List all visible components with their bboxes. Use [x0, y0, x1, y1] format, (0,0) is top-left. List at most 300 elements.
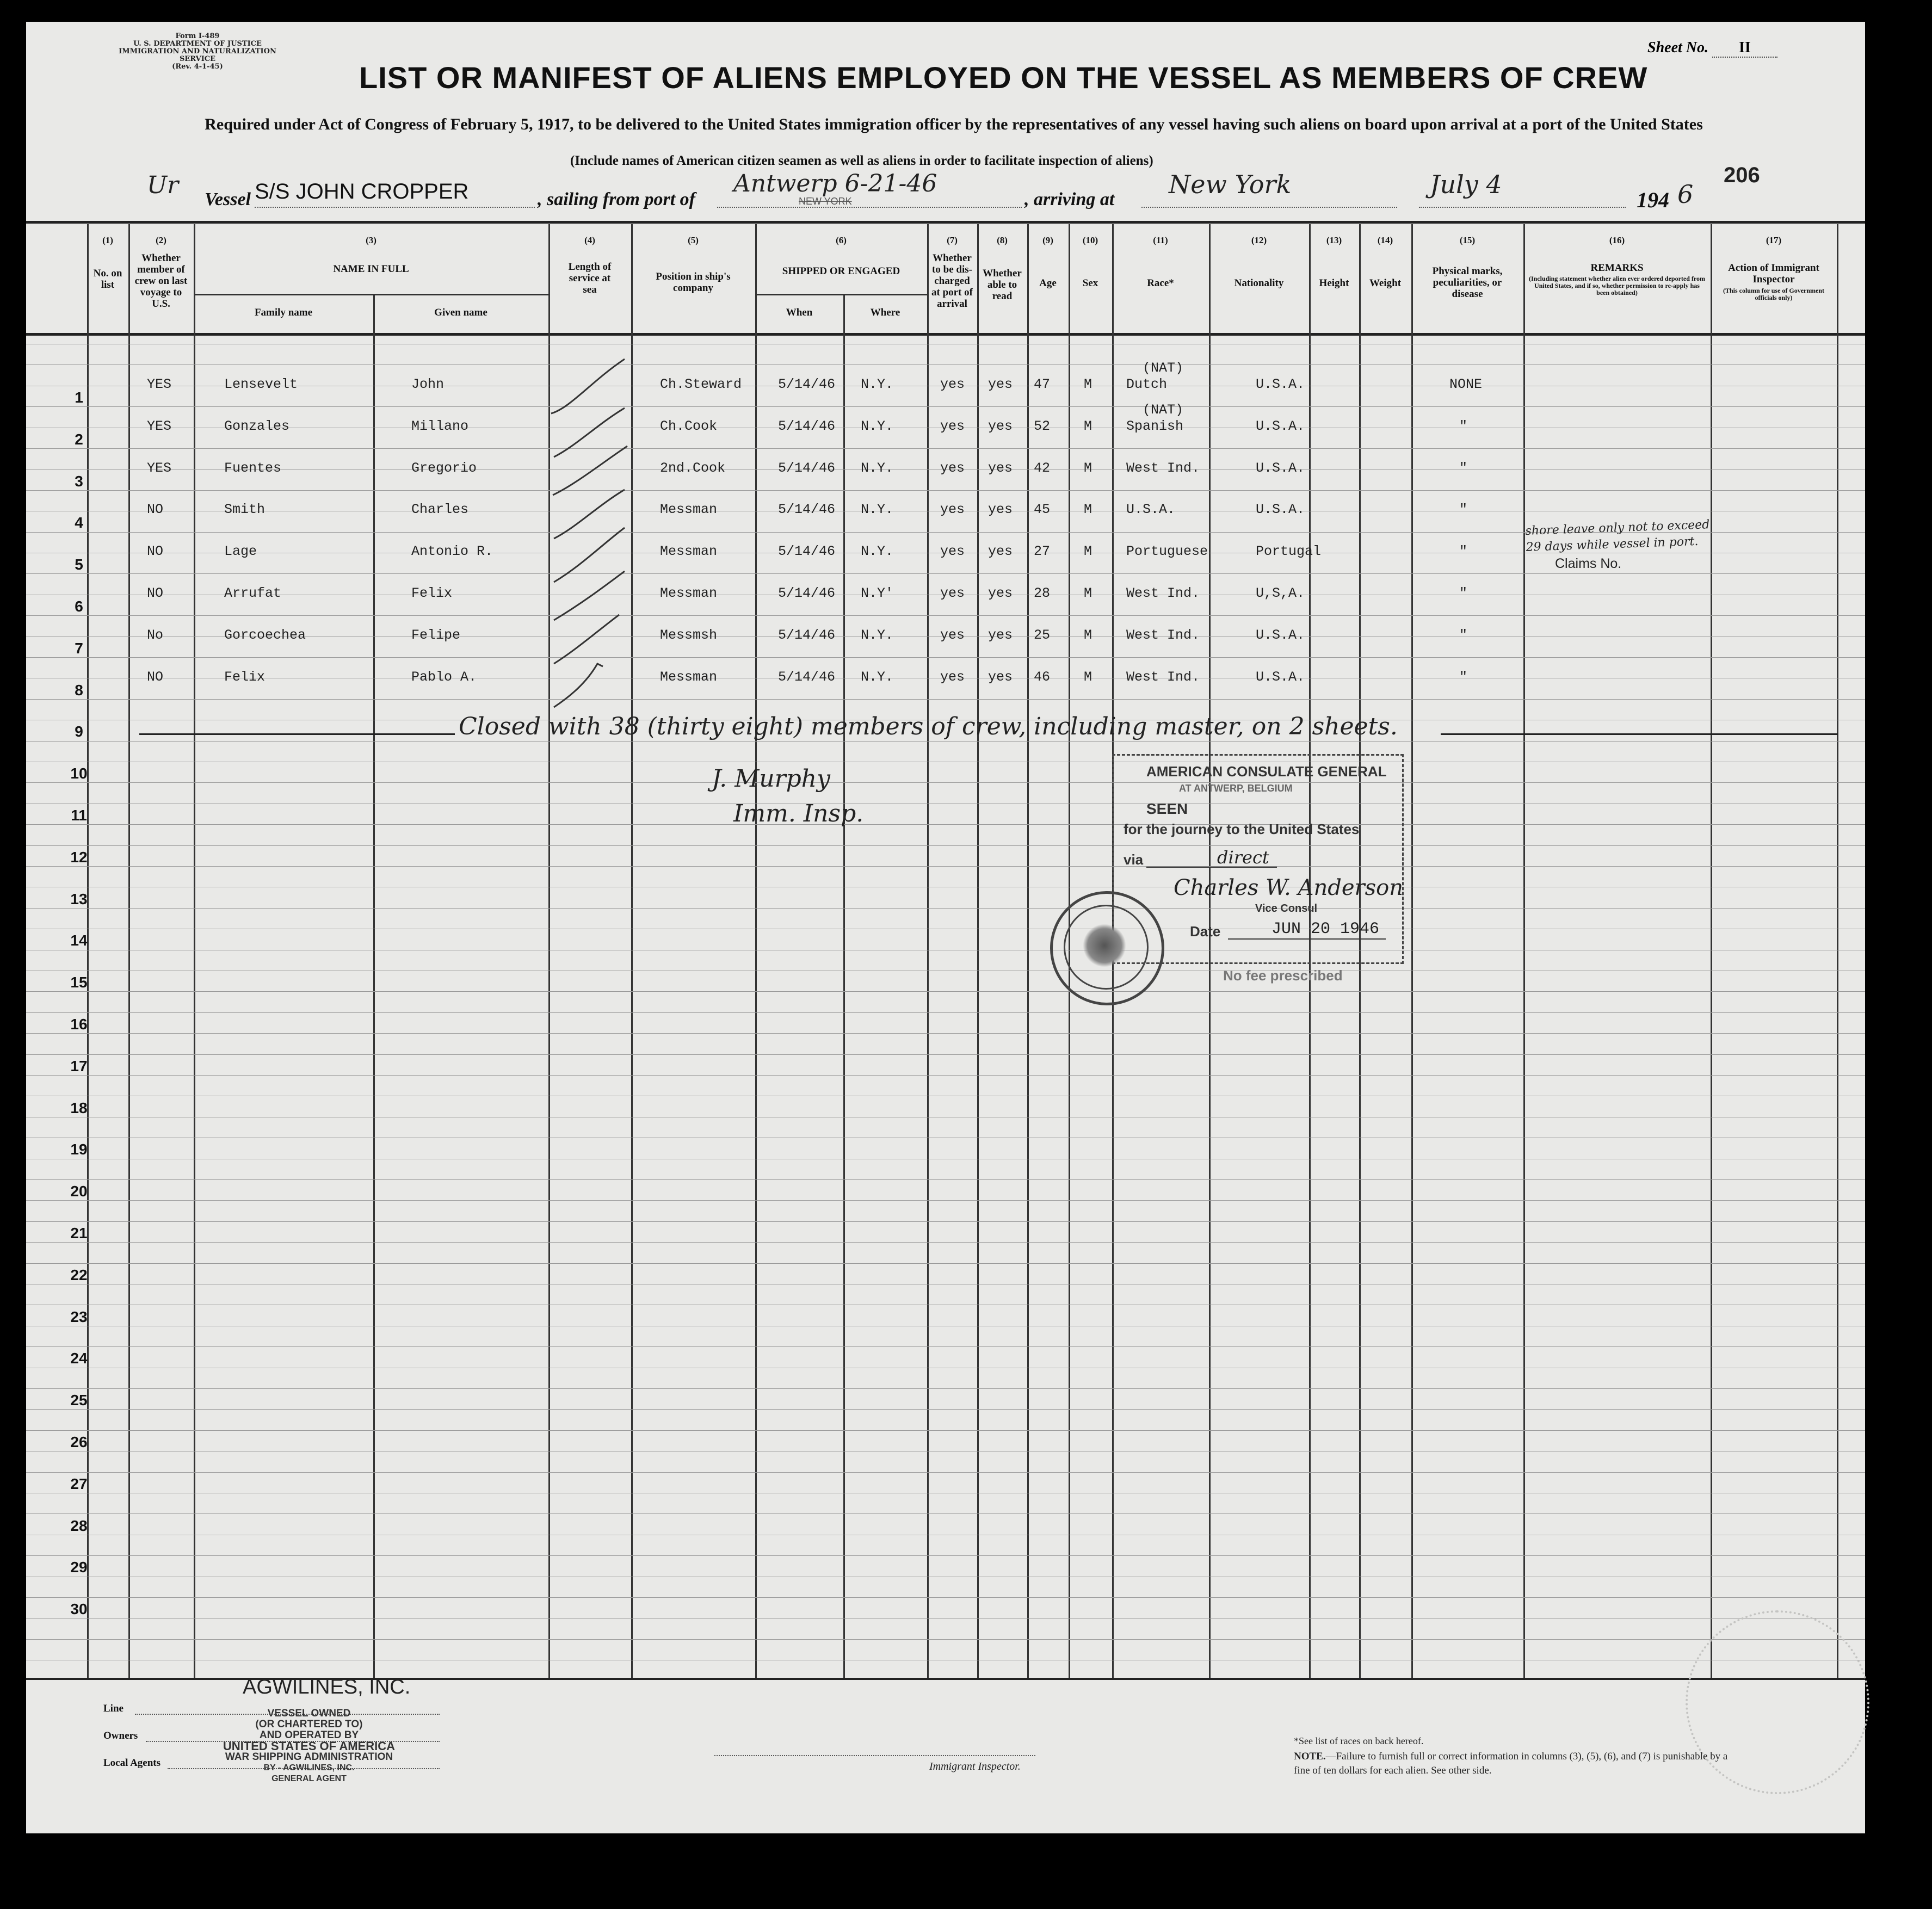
table-frame — [26, 221, 1865, 224]
sheet-number — [1647, 39, 1777, 58]
crew-able-read: yes — [988, 502, 1013, 518]
closing-rule-right — [1441, 733, 1838, 735]
crew-able-read: yes — [988, 543, 1013, 560]
crew-nationality: U.S.A. — [1256, 669, 1305, 685]
ruled-line — [26, 448, 1865, 449]
ruled-line — [26, 1242, 1865, 1243]
ruled-line — [26, 866, 1865, 867]
row-number: 30 — [70, 1601, 88, 1618]
consulate-line1: AMERICAN CONSULATE GENERAL — [1146, 763, 1387, 780]
service-stroke — [554, 571, 625, 620]
sailing-label: , sailing from port of — [538, 189, 695, 209]
row-number: 21 — [70, 1225, 88, 1241]
crew-age: 28 — [1034, 585, 1051, 601]
ruled-line — [26, 991, 1865, 992]
service-stroke — [554, 490, 625, 539]
ruled-line — [26, 1597, 1865, 1598]
wsa-line: AND OPERATED BY — [259, 1729, 359, 1741]
ruled-line — [26, 1054, 1865, 1055]
subtitle: Required under Act of Congress of February 5, 1917, to be delivered to the United States immigration officer by the representatives of any vessel having such aliens on board upon arrival at a port of the United States — [205, 115, 1703, 133]
wsa-line: GENERAL AGENT — [271, 1774, 347, 1783]
crew-shipped-where: N.Y. — [861, 376, 894, 392]
ruled-line — [26, 1639, 1865, 1640]
document-number: 206 — [1724, 163, 1760, 187]
crew-physical-marks: " — [1459, 418, 1468, 434]
crew-nationality: U.S.A. — [1256, 502, 1305, 518]
consulate-journey: for the journey to the United States — [1124, 821, 1360, 837]
consul-role: Vice Consul — [1255, 903, 1318, 915]
sheet-label: Sheet No. — [1647, 39, 1708, 56]
wsa-line: BY - AGWILINES, INC. — [263, 1763, 355, 1772]
closing-rule-left — [139, 733, 455, 735]
inspector-sign-rule — [714, 1755, 1035, 1756]
ruled-line — [26, 1472, 1865, 1473]
crew-nationality: U.S.A. — [1256, 418, 1305, 434]
crew-race: Portuguese — [1126, 543, 1208, 560]
crew-position: Ch.Steward — [660, 376, 742, 392]
crew-position: Messman — [660, 669, 718, 685]
year-handwriting: 6 — [1677, 180, 1694, 209]
col-head-prev-voyage: Whether member of crew on last voyage to U.S. — [134, 252, 188, 310]
col-head-where: Where — [870, 307, 900, 318]
row-number: 13 — [70, 890, 88, 907]
crew-shipped-where: N.Y. — [861, 502, 894, 518]
crew-race: West Ind. — [1126, 627, 1200, 643]
crew-given-name: Millano — [411, 418, 469, 434]
crew-family-name: Arrufat — [224, 585, 282, 601]
col-head-weight: Weight — [1369, 277, 1402, 289]
consul-signature: Charles W. Anderson — [1174, 875, 1404, 900]
col-num-2: (2) — [156, 235, 166, 245]
crew-discharged: yes — [940, 418, 965, 434]
col-num-6: (6) — [836, 235, 847, 245]
wsa-line: (OR CHARTERED TO) — [255, 1719, 363, 1730]
ruled-line — [26, 782, 1865, 783]
crew-race: West Ind. — [1126, 669, 1200, 685]
col-head-shipped: SHIPPED OR ENGAGED — [782, 265, 900, 277]
ruled-line — [26, 699, 1865, 700]
service-stroke — [551, 359, 625, 413]
crew-race: Dutch — [1126, 376, 1168, 392]
ruled-line — [26, 1075, 1865, 1076]
crew-shipped-where: N.Y. — [861, 627, 894, 643]
crew-discharged: yes — [940, 376, 965, 392]
ruled-line — [26, 364, 1865, 365]
crew-physical-marks: " — [1459, 669, 1468, 685]
crew-family-name: Felix — [224, 669, 266, 685]
crew-age: 27 — [1034, 543, 1051, 560]
manifest-sheet — [26, 22, 1865, 1833]
crew-able-read: yes — [988, 669, 1013, 685]
crew-nationality: U.S.A. — [1256, 376, 1305, 392]
row-number: 9 — [75, 723, 83, 740]
crew-discharged: yes — [940, 627, 965, 643]
crew-nationality: U.S.A. — [1256, 627, 1305, 643]
crew-prev-voyage: YES — [147, 418, 172, 434]
col-num-4: (4) — [584, 235, 595, 245]
footer-owners-label: Owners — [103, 1730, 138, 1741]
col-rule — [128, 224, 130, 1678]
row-number: 16 — [70, 1016, 88, 1033]
row-number: 27 — [70, 1475, 88, 1492]
vessel-label: Vessel — [205, 189, 251, 209]
claims-label: Claims No. — [1555, 556, 1622, 571]
crew-given-name: Antonio R. — [411, 543, 493, 560]
row-number: 6 — [75, 598, 83, 615]
year-prefix: 194 — [1637, 188, 1669, 212]
crew-prev-voyage: YES — [147, 460, 172, 476]
col-head-length-service: Length of service at sea — [568, 261, 612, 295]
crew-given-name: Felipe — [411, 627, 461, 643]
col-head-no-on-list: No. on list — [93, 268, 122, 291]
col-rule — [373, 294, 375, 1678]
col-num-13: (13) — [1326, 235, 1342, 245]
crew-position: Messman — [660, 585, 718, 601]
ruled-line — [26, 615, 1865, 616]
row-number: 19 — [70, 1141, 88, 1158]
crew-discharged: yes — [940, 502, 965, 518]
crew-prev-voyage: No — [147, 627, 164, 643]
arriving-label: , arriving at — [1024, 189, 1115, 209]
crew-family-name: Fuentes — [224, 460, 282, 476]
consulate-date: JUN 20 1946 — [1271, 920, 1380, 938]
row-number: 22 — [70, 1266, 88, 1283]
crew-given-name: Felix — [411, 585, 453, 601]
crew-given-name: John — [411, 376, 445, 392]
col-head-discharged: Whether to be dis-charged at port of arrival — [931, 252, 973, 310]
crew-discharged: yes — [940, 543, 965, 560]
crew-sex: M — [1084, 502, 1092, 518]
closing-note: Closed with 38 (thirty eight) members of crew, including master, on 2 sheets. — [459, 713, 1398, 740]
ruled-line — [26, 573, 1865, 574]
date-underline — [1419, 207, 1626, 208]
crew-shipped-when: 5/14/46 — [778, 460, 836, 476]
crew-sex: M — [1084, 627, 1092, 643]
col-num-15: (15) — [1459, 235, 1476, 245]
crew-physical-marks: " — [1459, 543, 1468, 560]
col-rule — [927, 224, 929, 1678]
col-num-7: (7) — [947, 235, 958, 245]
crew-shipped-where: N.Y. — [861, 669, 894, 685]
row-number: 12 — [70, 848, 88, 866]
crew-given-name: Gregorio — [411, 460, 477, 476]
crew-sex: M — [1084, 669, 1092, 685]
col-head-remarks: REMARKS — [1590, 262, 1644, 274]
crew-shipped-when: 5/14/46 — [778, 669, 836, 685]
ruled-line — [26, 908, 1865, 909]
footer-note-text: —Failure to furnish full or correct information in columns (3), (5), (6), and (7) is punishable by a fine of ten dollars for each alien. See other side. — [1294, 1751, 1728, 1776]
service-stroke — [553, 446, 627, 495]
ruled-line — [26, 1033, 1865, 1034]
consulate-date-label: Date — [1190, 923, 1221, 940]
sailing-port-struck: NEW YORK — [799, 196, 852, 207]
service-stroke — [554, 664, 603, 707]
crew-position: Ch.Cook — [660, 418, 718, 434]
col-rule — [843, 294, 845, 1678]
arrival-date-handwriting: July 4 — [1430, 170, 1502, 199]
crew-shipped-where: N.Y. — [861, 418, 894, 434]
crew-age: 25 — [1034, 627, 1051, 643]
col-num-5: (5) — [688, 235, 699, 245]
col-rule — [1027, 224, 1029, 1678]
footer-line-label: Line — [103, 1703, 124, 1714]
sailing-underline — [717, 207, 1022, 208]
col-num-11: (11) — [1153, 235, 1168, 245]
sailing-port-handwriting: Antwerp 6-21-46 — [733, 170, 937, 197]
ruled-line — [26, 845, 1865, 846]
consulate-line2: AT ANTWERP, BELGIUM — [1179, 783, 1293, 794]
page-title: LIST OR MANIFEST OF ALIENS EMPLOYED ON THE VESSEL AS MEMBERS OF CREW — [359, 60, 1648, 95]
crew-prev-voyage: NO — [147, 669, 164, 685]
crew-physical-marks: " — [1459, 627, 1468, 643]
col-rule — [1411, 224, 1413, 1678]
crew-discharged: yes — [940, 460, 965, 476]
crew-position: 2nd.Cook — [660, 460, 726, 476]
ruled-line — [26, 1263, 1865, 1264]
revision: (Rev. 4-1-45) — [172, 63, 223, 71]
form-number: Form I-489 — [175, 32, 220, 40]
col-head-family-name: Family name — [254, 307, 313, 318]
row-number: 26 — [70, 1434, 88, 1450]
crew-race: West Ind. — [1126, 460, 1200, 476]
col-head-remarks-note: (Including statement whether alien ever ordered deported from United States, and if so, whether permission to re-apply has been obtained) — [1528, 275, 1706, 296]
row-number: 11 — [71, 807, 87, 824]
footer-races-note: *See list of races on back hereof. — [1294, 1735, 1424, 1746]
ruled-line — [26, 1200, 1865, 1201]
row-number: 8 — [75, 681, 83, 699]
crew-age: 42 — [1034, 460, 1051, 476]
crew-shipped-when: 5/14/46 — [778, 376, 836, 392]
service-name: IMMIGRATION AND NATURALIZATION SERVICE — [119, 47, 276, 63]
ruled-line — [26, 657, 1865, 658]
ruled-line — [26, 1012, 1865, 1013]
col-rule — [194, 224, 195, 1678]
crew-given-name: Pablo A. — [411, 669, 477, 685]
crew-able-read: yes — [988, 460, 1013, 476]
crew-race-note: (NAT) — [1143, 360, 1184, 376]
shipped-subhead-rule — [755, 294, 927, 295]
ruled-line — [26, 1179, 1865, 1180]
prefix-handwriting: Ur — [147, 171, 179, 199]
inspector-signature — [712, 762, 863, 831]
ruled-line — [26, 1409, 1865, 1410]
row-number: 7 — [75, 639, 83, 657]
crew-shipped-where: N.Y. — [861, 460, 894, 476]
crew-sex: M — [1084, 585, 1092, 601]
row-number: 20 — [70, 1183, 88, 1200]
crew-physical-marks: " — [1459, 585, 1468, 601]
wsa-line: UNITED STATES OF AMERICA — [223, 1739, 396, 1753]
crew-family-name: Smith — [224, 502, 266, 518]
ruled-line — [26, 1346, 1865, 1347]
col-num-17: (17) — [1766, 235, 1782, 245]
crew-shipped-when: 5/14/46 — [778, 418, 836, 434]
col-num-8: (8) — [997, 235, 1008, 245]
crew-age: 47 — [1034, 376, 1051, 392]
crew-shipped-when: 5/14/46 — [778, 627, 836, 643]
crew-sex: M — [1084, 418, 1092, 434]
row-number: 15 — [70, 974, 88, 991]
row-number: 10 — [70, 765, 88, 782]
col-rule — [977, 224, 979, 1678]
date-underline — [1228, 938, 1386, 940]
col-num-3: (3) — [366, 235, 376, 245]
footer-company: AGWILINES, INC. — [243, 1676, 411, 1698]
col-num-10: (10) — [1082, 235, 1098, 245]
ruled-line — [26, 490, 1865, 491]
row-number: 25 — [70, 1392, 88, 1409]
crew-prev-voyage: NO — [147, 502, 164, 518]
crew-family-name: Lensevelt — [224, 376, 298, 392]
crew-race: U.S.A. — [1126, 502, 1176, 518]
col-head-age: Age — [1039, 277, 1057, 289]
eagle-icon — [1083, 924, 1126, 967]
col-rule — [1711, 224, 1712, 1678]
col-num-9: (9) — [1042, 235, 1053, 245]
col-head-able-read: Whether able to read — [983, 268, 1022, 302]
footer-note-label: NOTE. — [1294, 1751, 1326, 1762]
crew-age: 46 — [1034, 669, 1051, 685]
col-num-14: (14) — [1377, 235, 1393, 245]
row-number: 23 — [70, 1308, 88, 1325]
crew-nationality: Portugal — [1256, 543, 1322, 560]
col-head-sex: Sex — [1082, 277, 1098, 289]
col-head-nationality: Nationality — [1234, 277, 1284, 289]
crew-race: West Ind. — [1126, 585, 1200, 601]
crew-given-name: Charles — [411, 502, 469, 518]
row-number: 17 — [70, 1057, 88, 1074]
crew-prev-voyage: NO — [147, 543, 164, 560]
crew-discharged: yes — [940, 669, 965, 685]
row-number: 1 — [75, 389, 83, 406]
crew-nationality: U,S,A. — [1256, 585, 1305, 601]
ruled-line — [26, 1555, 1865, 1556]
row-number: 18 — [70, 1099, 88, 1116]
crew-able-read: yes — [988, 376, 1013, 392]
crew-family-name: Lage — [224, 543, 257, 560]
ruled-line — [26, 1430, 1865, 1431]
row-number: 5 — [75, 556, 83, 573]
crew-shipped-where: N.Y. — [861, 543, 894, 560]
wsa-line: WAR SHIPPING ADMINISTRATION — [225, 1751, 393, 1763]
consulate-seen: SEEN — [1146, 800, 1188, 817]
crew-shipped-when: 5/14/46 — [778, 543, 836, 560]
crew-sex: M — [1084, 460, 1092, 476]
header-divider — [26, 333, 1865, 336]
department: U. S. DEPARTMENT OF JUSTICE — [133, 40, 262, 48]
crew-family-name: Gonzales — [224, 418, 290, 434]
consulate-via-handwriting: direct — [1217, 847, 1269, 868]
arriving-underline — [1141, 207, 1397, 208]
ruled-line — [26, 824, 1865, 825]
inspector-name: J. Murphy — [712, 765, 830, 793]
crew-physical-marks: NONE — [1449, 376, 1483, 392]
crew-sex: M — [1084, 376, 1092, 392]
col-rule — [1837, 224, 1838, 1678]
fee-stamp: No fee prescribed — [1223, 967, 1343, 984]
row-number: 28 — [70, 1517, 88, 1534]
ruled-line — [26, 406, 1865, 407]
crew-position: Messmsh — [660, 627, 718, 643]
ruled-line — [26, 1221, 1865, 1222]
footer-agents-label: Local Agents — [103, 1757, 161, 1769]
consulate-seal — [1050, 891, 1164, 1005]
ruled-line — [26, 1513, 1865, 1514]
name-subhead-rule — [194, 294, 548, 295]
crew-shipped-where: N.Y' — [861, 585, 894, 601]
col-rule — [755, 224, 757, 1678]
remarks-handwriting: shore leave only not to exceed 29 days while vessel in port. — [1525, 518, 1710, 554]
col-head-when: When — [786, 307, 813, 318]
form-id-block — [108, 33, 287, 71]
col-head-physical-marks: Physical marks, peculiarities, or disease — [1432, 265, 1503, 300]
service-stroke — [554, 528, 625, 582]
crew-age: 52 — [1034, 418, 1051, 434]
col-head-name-in-full: NAME IN FULL — [333, 263, 409, 275]
service-stroke — [554, 615, 619, 664]
crew-able-read: yes — [988, 585, 1013, 601]
crew-physical-marks: " — [1459, 502, 1468, 518]
crew-race-note: (NAT) — [1143, 401, 1184, 418]
crew-able-read: yes — [988, 418, 1013, 434]
col-num-1: (1) — [102, 235, 113, 245]
service-pen-strokes — [548, 337, 631, 718]
subtitle-note: (Include names of American citizen seamen as well as aliens in order to facilitate inspection of aliens) — [570, 153, 1153, 168]
crew-race: Spanish — [1126, 418, 1184, 434]
service-stroke — [554, 408, 625, 457]
crew-nationality: U.S.A. — [1256, 460, 1305, 476]
row-number: 24 — [70, 1350, 88, 1367]
col-num-12: (12) — [1251, 235, 1267, 245]
crew-shipped-when: 5/14/46 — [778, 585, 836, 601]
wsa-line: VESSEL OWNED — [267, 1708, 351, 1719]
footer-note — [1294, 1750, 1740, 1778]
footer-inspector-label: Immigrant Inspector. — [929, 1760, 1021, 1772]
crew-family-name: Gorcoechea — [224, 627, 306, 643]
col-head-given-name: Given name — [434, 307, 487, 318]
crew-shipped-when: 5/14/46 — [778, 502, 836, 518]
col-rule — [1523, 224, 1525, 1678]
sheet-value: II — [1712, 39, 1777, 58]
vessel-underline — [255, 207, 535, 208]
crew-prev-voyage: YES — [147, 376, 172, 392]
col-head-action-note: (This column for use of Government officials only) — [1723, 287, 1825, 301]
col-head-action: Action of Immigrant Inspector — [1728, 262, 1819, 285]
row-number: 3 — [75, 472, 83, 490]
inspector-title: Imm. Insp. — [733, 800, 864, 827]
crew-able-read: yes — [988, 627, 1013, 643]
col-num-16: (16) — [1609, 235, 1625, 245]
col-head-race: Race* — [1147, 277, 1174, 289]
col-rule — [631, 224, 633, 1678]
col-head-position: Position in ship's company — [656, 271, 731, 294]
row-number: 14 — [70, 932, 88, 949]
row-number: 4 — [75, 514, 83, 532]
vessel-name: S/S JOHN CROPPER — [255, 180, 469, 203]
consulate-via-label: via — [1124, 851, 1144, 868]
arriving-handwriting: New York — [1169, 170, 1292, 199]
col-head-height: Height — [1319, 277, 1349, 289]
wsa-stamp — [195, 1708, 423, 1784]
crew-sex: M — [1084, 543, 1092, 560]
row-number: 2 — [75, 430, 83, 448]
row-number: 29 — [70, 1559, 88, 1576]
crew-position: Messman — [660, 543, 718, 560]
crew-position: Messman — [660, 502, 718, 518]
crew-physical-marks: " — [1459, 460, 1468, 476]
crew-age: 45 — [1034, 502, 1051, 518]
crew-discharged: yes — [940, 585, 965, 601]
